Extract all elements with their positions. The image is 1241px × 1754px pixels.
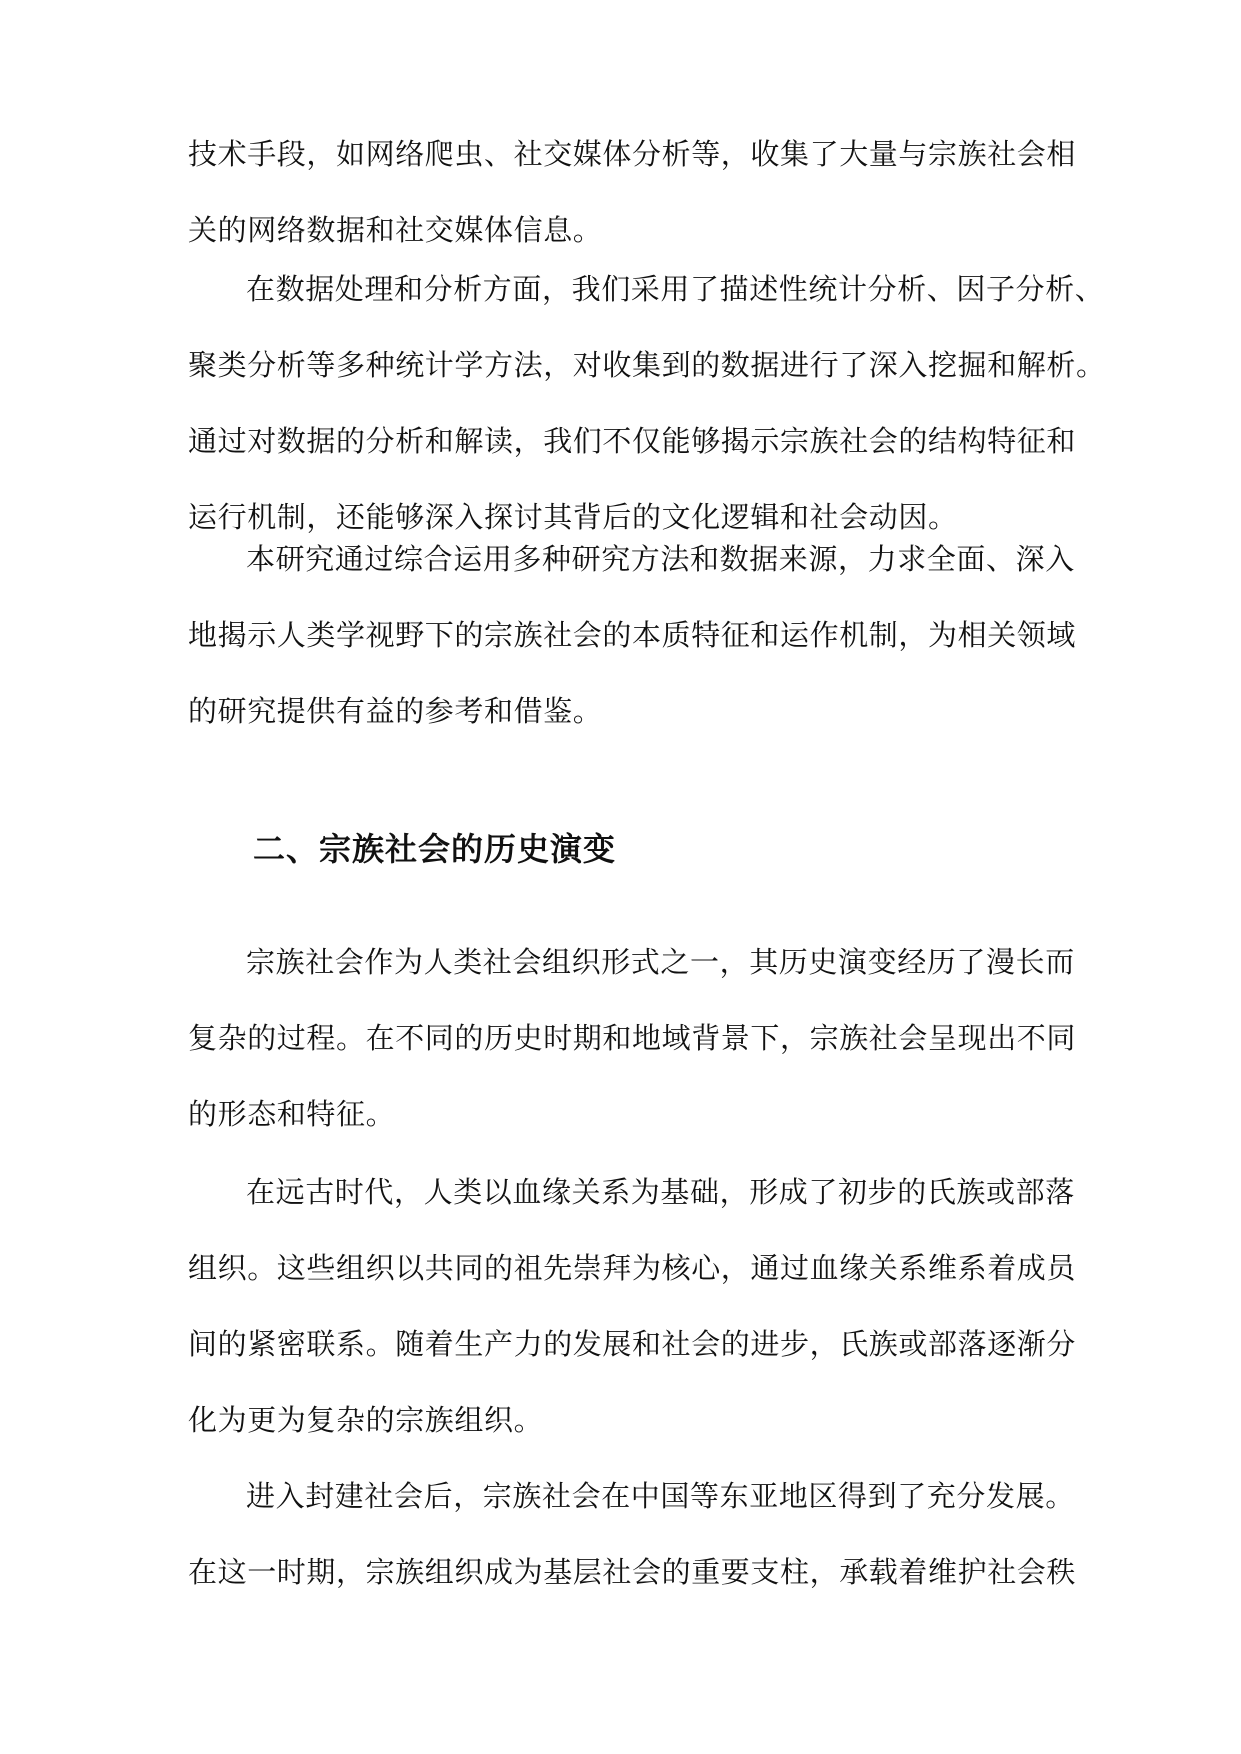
paragraph-line: 的研究提供有益的参考和借鉴。 [188, 694, 603, 728]
paragraph-line: 在数据处理和分析方面，我们采用了描述性统计分析、因子分析、 [246, 272, 1105, 306]
paragraph-line: 在这一时期，宗族组织成为基层社会的重要支柱，承载着维护社会秩 [188, 1555, 1077, 1589]
paragraph-line: 的形态和特征。 [188, 1097, 396, 1131]
section-heading: 二、宗族社会的历史演变 [253, 830, 617, 868]
paragraph-line: 地揭示人类学视野下的宗族社会的本质特征和运作机制，为相关领域 [188, 618, 1077, 652]
paragraph-line: 进入封建社会后，宗族社会在中国等东亚地区得到了充分发展。 [246, 1479, 1075, 1513]
paragraph-line: 运行机制，还能够深入探讨其背后的文化逻辑和社会动因。 [188, 500, 958, 534]
paragraph-data-analysis [188, 251, 1106, 555]
paragraph-line: 复杂的过程。在不同的历史时期和地域背景下，宗族社会呈现出不同 [188, 1021, 1077, 1055]
paragraph-line: 组织。这些组织以共同的祖先崇拜为核心，通过血缘关系维系着成员 [188, 1251, 1077, 1285]
paragraph-continuation [188, 116, 1077, 268]
paragraph-ancient [188, 1154, 1077, 1458]
paragraph-line: 间的紧密联系。随着生产力的发展和社会的进步，氏族或部落逐渐分 [188, 1327, 1077, 1361]
paragraph-feudal [188, 1458, 1077, 1610]
paragraph-line: 在远古时代，人类以血缘关系为基础，形成了初步的氏族或部落 [246, 1175, 1075, 1209]
paragraph-line: 关的网络数据和社交媒体信息。 [188, 213, 603, 247]
paragraph-research-summary [188, 521, 1077, 749]
paragraph-intro [188, 924, 1077, 1152]
paragraph-line: 宗族社会作为人类社会组织形式之一，其历史演变经历了漫长而 [246, 945, 1075, 979]
paragraph-line: 通过对数据的分析和解读，我们不仅能够揭示宗族社会的结构特征和 [188, 424, 1077, 458]
paragraph-line: 聚类分析等多种统计学方法，对收集到的数据进行了深入挖掘和解析。 [188, 348, 1106, 382]
paragraph-line: 本研究通过综合运用多种研究方法和数据来源，力求全面、深入 [246, 542, 1075, 576]
paragraph-line: 技术手段，如网络爬虫、社交媒体分析等，收集了大量与宗族社会相 [188, 137, 1077, 171]
paragraph-line: 化为更为复杂的宗族组织。 [188, 1403, 544, 1437]
